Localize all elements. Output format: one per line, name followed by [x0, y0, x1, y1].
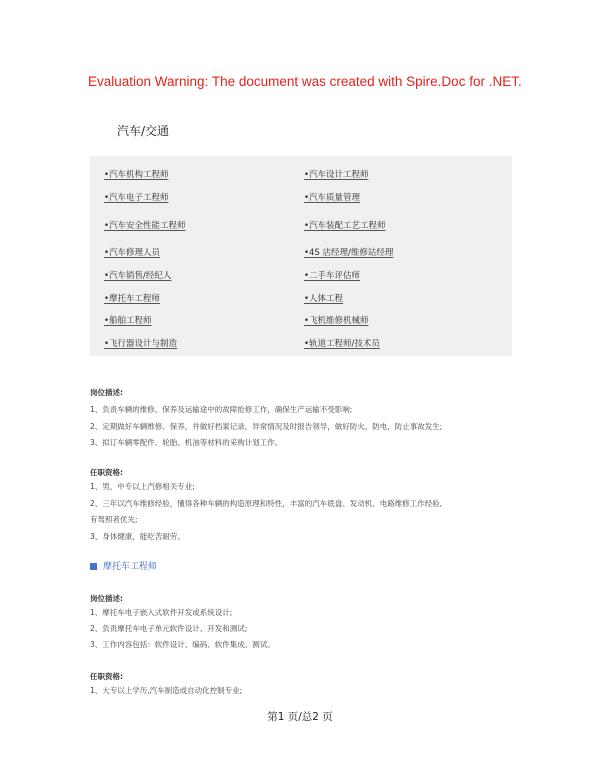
job-link-rail-engineer[interactable]: •轨道工程师/技术员 [304, 339, 380, 349]
job-requirements-heading: 任职资格: [90, 672, 123, 681]
job-description-heading: 岗位描述: [90, 388, 123, 397]
job-requirements-heading: 任职资格: [90, 468, 123, 477]
page-footer: 第1 页/总2 页 [267, 711, 333, 723]
job-link-auto-safety-engineer[interactable]: •汽车安全性能工程师 [104, 221, 186, 231]
job-description-item: 2、定期做好车辆维修、保养，并做好档案记录，异常情况及时报告领导，做好防火、防电，防止事故发生; [90, 422, 443, 431]
job-category-box [90, 156, 512, 356]
job-requirement-item: 2、三年以汽车维修经验，懂得各种车辆的构造原理和特性，丰富的汽车底盘、发动机、电路维修工作经验, [90, 499, 443, 508]
job-link-aircraft-design[interactable]: •飞行器设计与制造 [104, 339, 178, 349]
job-description-item: 1、摩托车电子嵌入式软件开发或系统设计; [90, 608, 233, 617]
job-requirement-item: 1、大专以上学历,汽车制造或自动化控制专业; [90, 686, 243, 695]
job-description-item: 3、工作内容包括：软件设计、编码、软件集成、测试。 [90, 640, 275, 649]
job-link-ergonomics[interactable]: •人体工程 [304, 294, 344, 304]
job-description-heading: 岗位描述: [90, 594, 123, 603]
job-requirement-item: 3、身体健康，能吃苦耐劳。 [90, 532, 185, 541]
section-title: 汽车/交通 [117, 124, 170, 138]
job-link-auto-repair-staff[interactable]: •汽车修理人员 [104, 248, 161, 258]
job-description-item: 2、负责摩托车电子单元软件设计、开发和测试; [90, 624, 248, 633]
job-link-auto-quality-management[interactable]: •汽车质量管理 [304, 193, 361, 203]
job-link-used-car-appraiser[interactable]: •二手车评估师 [304, 271, 361, 281]
job-link-auto-mechanism-engineer[interactable]: •汽车机构工程师 [104, 170, 169, 180]
job-link-motorcycle-engineer[interactable]: •摩托车工程师 [104, 294, 161, 304]
job-description-item: 3、拟订车辆零配件、轮胎、机油等材料的采购计划工作。 [90, 438, 283, 447]
job-requirement-item: 有驾照者优先; [90, 515, 138, 524]
job-link-auto-assembly-engineer[interactable]: •汽车装配工艺工程师 [304, 221, 386, 231]
job-link-auto-design-engineer[interactable]: •汽车设计工程师 [304, 170, 369, 180]
job-description-item: 1、负责车辆的维修、保养及运输途中的故障抢修工作，确保生产运输不受影响; [90, 405, 353, 414]
job-requirement-item: 1、男，中专以上汽修相关专业; [90, 482, 195, 491]
job-link-ship-engineer[interactable]: •船舶工程师 [104, 316, 152, 326]
job-link-4s-store-manager[interactable]: •4S 店经理/维修站经理 [304, 248, 394, 258]
job-link-auto-sales-agent[interactable]: •汽车销售/经纪人 [104, 271, 172, 281]
evaluation-warning: Evaluation Warning: The document was created with Spire.Doc for .NET. [88, 74, 522, 89]
job-link-auto-electronics-engineer[interactable]: •汽车电子工程师 [104, 193, 169, 203]
subsection-marker [90, 563, 97, 570]
job-link-aircraft-mechanic[interactable]: •飞机维修机械师 [304, 316, 369, 326]
subsection-title: 摩托车工程师 [103, 562, 158, 572]
